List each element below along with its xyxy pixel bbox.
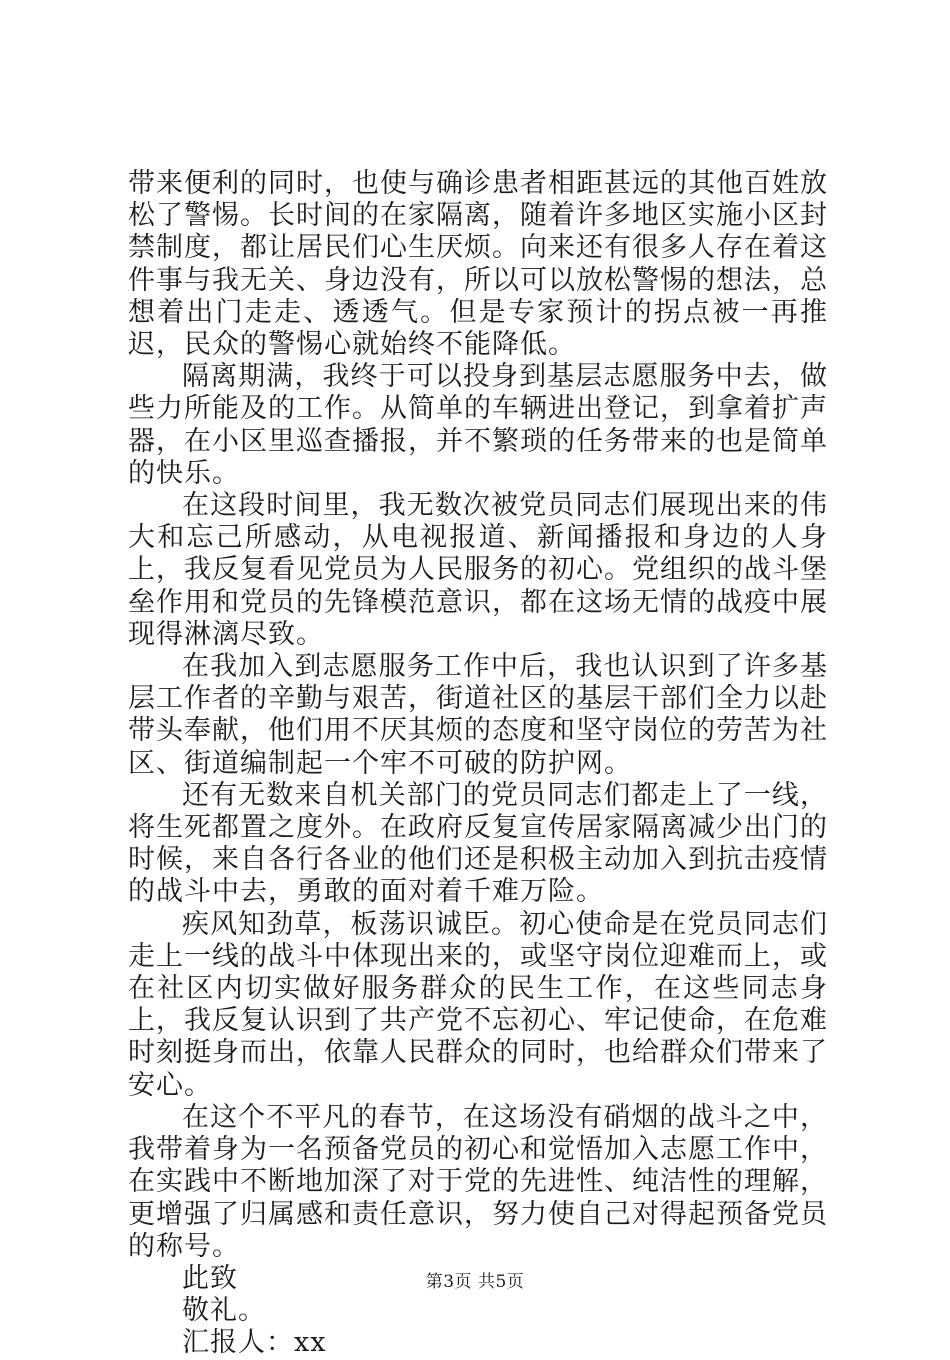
signature: 汇报人：xx <box>182 1327 327 1359</box>
closing-salutation: 此致 <box>182 1262 238 1294</box>
closing-regards: 敬礼。 <box>182 1295 266 1327</box>
paragraph: 在这个不平凡的春节，在这场没有硝烟的战斗之中，我带着身为一名预备党员的初心和觉悟加入志愿工作中，在实践中不断地加深了对于党的先进性、纯洁性的理解，更增强了归属感和责任意识，努力使自己对得起预备党员的称号。 <box>128 1101 828 1262</box>
paragraph: 疾风知劲草，板荡识诚臣。初心使命是在党员同志们走上一线的战斗中体现出来的，或坚守岗位迎难而上，或在社区内切实做好服务群众的民生工作，在这些同志身上，我反复认识到了共产党不忘初心、牢记使命，在危难时刻挺身而出，依靠人民群众的同时，也给群众们带来了安心。 <box>128 908 828 1101</box>
paragraph: 隔离期满，我终于可以投身到基层志愿服务中去，做些力所能及的工作。从简单的车辆进出登记，到拿着扩声器，在小区里巡查播报，并不繁琐的任务带来的也是简单的快乐。 <box>128 361 828 489</box>
paragraph-continuation: 带来便利的同时，也使与确诊患者相距甚远的其他百姓放松了警惕。长时间的在家隔离，随着许多地区实施小区封禁制度，都让居民们心生厌烦。向来还有很多人存在着这件事与我无关、身边没有，所以可以放松警惕的想法，总想着出门走走、透透气。但是专家预计的拐点被一再推迟，民众的警惕心就始终不能降低。 <box>128 168 828 361</box>
paragraph: 还有无数来自机关部门的党员同志们都走上了一线，将生死都置之度外。在政府反复宣传居家隔离减少出门的时候，来自各行各业的他们还是积极主动加入到抗击疫情的战斗中去，勇敢的面对着千难万险。 <box>128 779 828 908</box>
paragraph: 在这段时间里，我无数次被党员同志们展现出来的伟大和忘己所感动，从电视报道、新闻播报和身边的人身上，我反复看见党员为人民服务的初心。党组织的战斗堡垒作用和党员的先锋模范意识，都在这场无情的战疫中展现得淋漓尽致。 <box>128 490 828 650</box>
document-body <box>128 168 828 1360</box>
paragraph: 在我加入到志愿服务工作中后，我也认识到了许多基层工作者的辛勤与艰苦，街道社区的基层干部们全力以赴带头奉献，他们用不厌其烦的态度和坚守岗位的劳苦为社区、街道编制起一个牢不可破的防护网。 <box>128 651 828 779</box>
page-footer: 第3页 共5页 <box>425 1272 525 1292</box>
